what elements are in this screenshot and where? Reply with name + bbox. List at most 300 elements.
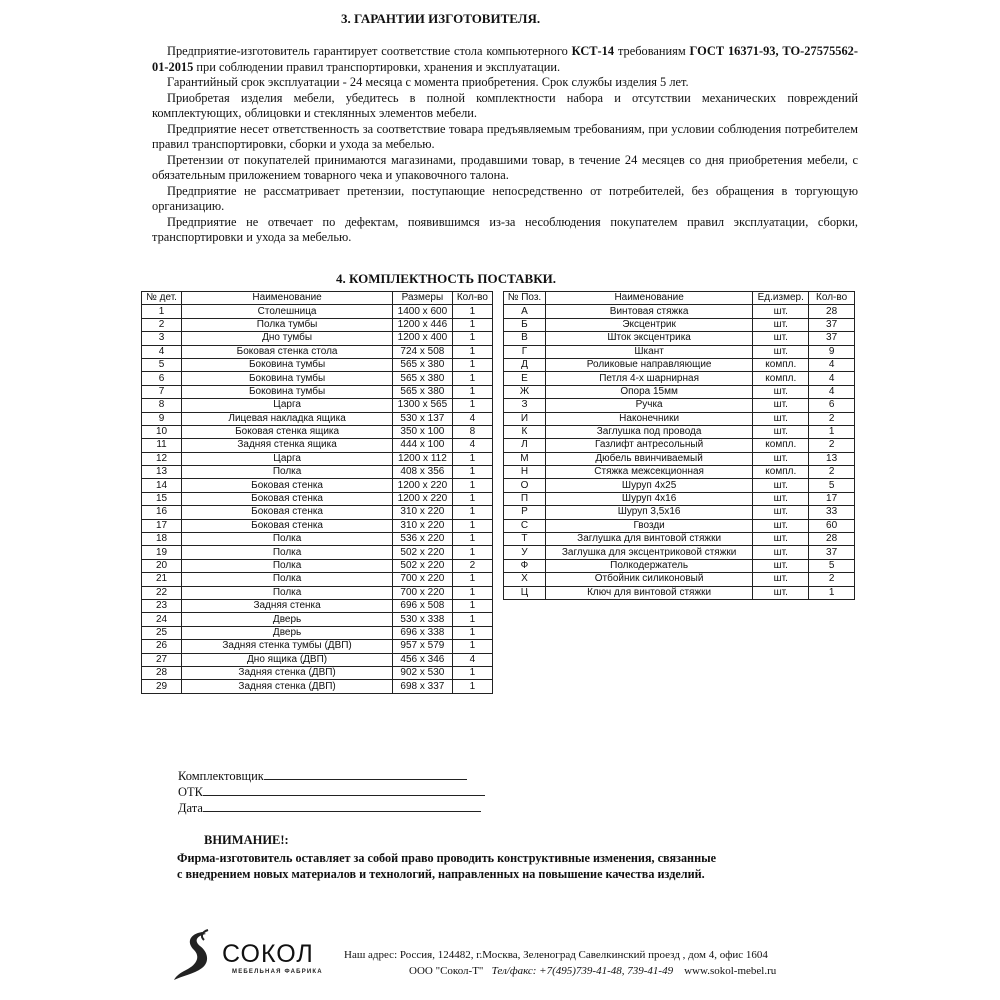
table-row bbox=[504, 546, 855, 559]
table-cell: 13 bbox=[142, 466, 182, 479]
table-row bbox=[504, 452, 855, 465]
table-cell: У bbox=[504, 546, 546, 559]
table-cell: Полка bbox=[182, 533, 393, 546]
table-cell: 1 bbox=[452, 318, 492, 331]
column-header: № дет. bbox=[142, 292, 182, 305]
table-row bbox=[142, 318, 493, 331]
table-row bbox=[142, 573, 493, 586]
table-cell: Царга bbox=[182, 452, 393, 465]
table-cell: шт. bbox=[753, 345, 809, 358]
table-cell: Заглушка под провода bbox=[545, 425, 752, 438]
table-cell: 408 х 356 bbox=[393, 466, 453, 479]
table-row bbox=[504, 439, 855, 452]
hardware-table bbox=[503, 291, 855, 600]
table-cell: Столешница bbox=[182, 305, 393, 318]
table-cell: 5 bbox=[809, 479, 855, 492]
table-cell: 502 х 220 bbox=[393, 559, 453, 572]
table-cell: Дверь bbox=[182, 613, 393, 626]
table-cell: Винтовая стяжка bbox=[545, 305, 752, 318]
table-cell: 1 bbox=[452, 546, 492, 559]
warranty-text bbox=[152, 44, 858, 246]
table-cell: Лицевая накладка ящика bbox=[182, 412, 393, 425]
table-cell: шт. bbox=[753, 559, 809, 572]
table-cell: 700 х 220 bbox=[393, 586, 453, 599]
table-cell: 957 х 579 bbox=[393, 640, 453, 653]
table-cell: Боковина тумбы bbox=[182, 372, 393, 385]
table-cell: шт. bbox=[753, 573, 809, 586]
table-row bbox=[504, 506, 855, 519]
table-cell: 1 bbox=[452, 666, 492, 679]
p1-text-b: требованиям bbox=[614, 44, 690, 58]
date-label: Дата bbox=[178, 801, 203, 815]
table-row bbox=[504, 372, 855, 385]
table-cell: Ц bbox=[504, 586, 546, 599]
table-row bbox=[142, 613, 493, 626]
table-cell: 1 bbox=[452, 466, 492, 479]
table-cell: Д bbox=[504, 358, 546, 371]
table-row bbox=[142, 519, 493, 532]
table-cell: 1200 х 446 bbox=[393, 318, 453, 331]
table-cell: 1 bbox=[452, 533, 492, 546]
table-cell: Ручка bbox=[545, 399, 752, 412]
warranty-paragraph-5: Претензии от покупателей принимаются магазинами, продавшими товар, в течение 24 месяцев со дня приобретения мебели, с обязательным приложением товарного чека и упаковочного талона. bbox=[152, 152, 858, 182]
warranty-paragraph-1 bbox=[152, 44, 858, 75]
table-cell: В bbox=[504, 332, 546, 345]
table-cell: 530 х 137 bbox=[393, 412, 453, 425]
table-cell: Полка bbox=[182, 466, 393, 479]
table-row bbox=[504, 492, 855, 505]
table-cell: Петля 4-х шарнирная bbox=[545, 372, 752, 385]
table-cell: шт. bbox=[753, 412, 809, 425]
table-cell: 8 bbox=[142, 399, 182, 412]
table-row bbox=[142, 425, 493, 438]
table-row bbox=[504, 533, 855, 546]
table-cell: 4 bbox=[452, 653, 492, 666]
table-cell: 565 х 380 bbox=[393, 358, 453, 371]
table-cell: Т bbox=[504, 533, 546, 546]
sokol-logo-mark-icon bbox=[172, 928, 224, 984]
signature-date bbox=[178, 800, 481, 816]
table-cell: 15 bbox=[142, 492, 182, 505]
table-cell: 1 bbox=[809, 586, 855, 599]
packer-label: Комплектовщик bbox=[178, 769, 264, 783]
table-row bbox=[504, 358, 855, 371]
table-cell: 696 х 508 bbox=[393, 599, 453, 612]
table-cell: О bbox=[504, 479, 546, 492]
table-cell: 902 х 530 bbox=[393, 666, 453, 679]
table-cell: шт. bbox=[753, 425, 809, 438]
section-4-title: 4. КОМПЛЕКТНОСТЬ ПОСТАВКИ. bbox=[336, 271, 556, 286]
table-cell: 565 х 380 bbox=[393, 372, 453, 385]
table-cell: 1 bbox=[452, 452, 492, 465]
table-cell: Ключ для винтовой стяжки bbox=[545, 586, 752, 599]
table-row bbox=[142, 412, 493, 425]
table-row bbox=[142, 399, 493, 412]
table-cell: 2 bbox=[142, 318, 182, 331]
table-cell: 6 bbox=[809, 399, 855, 412]
table-cell: Шуруп 4х16 bbox=[545, 492, 752, 505]
table-cell: Шток эксцентрика bbox=[545, 332, 752, 345]
table-row bbox=[142, 626, 493, 639]
table-row bbox=[504, 385, 855, 398]
table-cell: 456 х 346 bbox=[393, 653, 453, 666]
table-cell: шт. bbox=[753, 305, 809, 318]
table-cell: 1 bbox=[452, 332, 492, 345]
column-header: № Поз. bbox=[504, 292, 546, 305]
signature-otk bbox=[178, 784, 485, 800]
column-header: Наименование bbox=[545, 292, 752, 305]
table-cell: 28 bbox=[809, 533, 855, 546]
attention-title: ВНИМАНИЕ!: bbox=[204, 833, 289, 847]
model-name: КСТ-14 bbox=[571, 44, 615, 58]
table-cell: 536 х 220 bbox=[393, 533, 453, 546]
column-header: Ед.измер. bbox=[753, 292, 809, 305]
table-row bbox=[142, 492, 493, 505]
table-cell: 2 bbox=[452, 559, 492, 572]
table-cell: Наконечники bbox=[545, 412, 752, 425]
table-cell: 1200 х 400 bbox=[393, 332, 453, 345]
table-row bbox=[142, 586, 493, 599]
table-cell: 565 х 380 bbox=[393, 385, 453, 398]
table-cell: 37 bbox=[809, 546, 855, 559]
table-cell: 1 bbox=[452, 680, 492, 693]
table-cell: 1 bbox=[452, 506, 492, 519]
table-cell: шт. bbox=[753, 586, 809, 599]
table-header-row bbox=[142, 292, 493, 305]
table-cell: 9 bbox=[809, 345, 855, 358]
table-cell: Задняя стенка ящика bbox=[182, 439, 393, 452]
table-cell: Б bbox=[504, 318, 546, 331]
table-cell: 2 bbox=[809, 573, 855, 586]
table-cell: 21 bbox=[142, 573, 182, 586]
table-cell: Дверь bbox=[182, 626, 393, 639]
column-header: Размеры bbox=[393, 292, 453, 305]
table-row bbox=[504, 332, 855, 345]
sokol-logo-subtitle: МЕБЕЛЬНАЯ ФАБРИКА bbox=[232, 969, 323, 975]
table-cell: 310 х 220 bbox=[393, 519, 453, 532]
table-row bbox=[142, 680, 493, 693]
table-row bbox=[504, 318, 855, 331]
table-cell: Х bbox=[504, 573, 546, 586]
table-cell: 12 bbox=[142, 452, 182, 465]
gost-standard: ГОСТ 16371-93, ТО-27575562-01-2015 bbox=[152, 44, 858, 74]
table-cell: Боковая стенка bbox=[182, 479, 393, 492]
table-cell: Эксцентрик bbox=[545, 318, 752, 331]
table-cell: Боковая стенка bbox=[182, 492, 393, 505]
table-cell: 14 bbox=[142, 479, 182, 492]
table-cell: 1 bbox=[809, 425, 855, 438]
column-header: Кол-во bbox=[452, 292, 492, 305]
table-cell: 1 bbox=[452, 613, 492, 626]
table-cell: 1 bbox=[452, 640, 492, 653]
table-cell: З bbox=[504, 399, 546, 412]
table-row bbox=[142, 640, 493, 653]
table-cell: 4 bbox=[452, 439, 492, 452]
table-cell: Дюбель ввинчиваемый bbox=[545, 452, 752, 465]
table-cell: Боковая стенка bbox=[182, 519, 393, 532]
table-cell: компл. bbox=[753, 439, 809, 452]
table-cell: 3 bbox=[142, 332, 182, 345]
table-cell: Полка bbox=[182, 546, 393, 559]
table-cell: 2 bbox=[809, 439, 855, 452]
table-row bbox=[142, 332, 493, 345]
table-cell: 5 bbox=[809, 559, 855, 572]
table-cell: 29 bbox=[142, 680, 182, 693]
table-cell: 37 bbox=[809, 332, 855, 345]
table-cell: 530 х 338 bbox=[393, 613, 453, 626]
table-cell: 11 bbox=[142, 439, 182, 452]
table-cell: 350 х 100 bbox=[393, 425, 453, 438]
table-cell: Е bbox=[504, 372, 546, 385]
table-cell: 28 bbox=[142, 666, 182, 679]
table-cell: 310 х 220 bbox=[393, 506, 453, 519]
table-header-row bbox=[504, 292, 855, 305]
table-cell: 724 х 508 bbox=[393, 345, 453, 358]
otk-label: ОТК bbox=[178, 785, 203, 799]
table-cell: шт. bbox=[753, 492, 809, 505]
p1-text-c: при соблюдении правил транспортировки, хранения и эксплуатации. bbox=[193, 59, 561, 74]
table-cell: К bbox=[504, 425, 546, 438]
table-cell: 20 bbox=[142, 559, 182, 572]
warranty-paragraph-4: Предприятие несет ответственность за соответствие товара предъявляемым требованиям, при условии соблюдения потребителем правил транспортировки, сборки и ухода за мебелью. bbox=[152, 121, 858, 151]
table-cell: 1200 х 112 bbox=[393, 452, 453, 465]
table-cell: 1 bbox=[452, 305, 492, 318]
table-row bbox=[504, 305, 855, 318]
table-cell: А bbox=[504, 305, 546, 318]
table-cell: 1 bbox=[452, 573, 492, 586]
table-cell: 28 bbox=[809, 305, 855, 318]
table-cell: Опора 15мм bbox=[545, 385, 752, 398]
table-cell: Заглушка для эксцентриковой стяжки bbox=[545, 546, 752, 559]
table-row bbox=[504, 345, 855, 358]
table-cell: Задняя стенка (ДВП) bbox=[182, 680, 393, 693]
table-cell: шт. bbox=[753, 318, 809, 331]
table-cell: 1400 х 600 bbox=[393, 305, 453, 318]
table-cell: шт. bbox=[753, 506, 809, 519]
table-cell: компл. bbox=[753, 358, 809, 371]
table-cell: 1 bbox=[142, 305, 182, 318]
table-cell: 18 bbox=[142, 533, 182, 546]
parts-table-body bbox=[142, 292, 493, 694]
table-row bbox=[504, 399, 855, 412]
warranty-paragraph-3: Приобретая изделия мебели, убедитесь в полной комплектности набора и отсутствии механических повреждений комплектующих, облицовки и стеклянных элементов мебели. bbox=[152, 90, 858, 120]
table-cell: Ж bbox=[504, 385, 546, 398]
table-row bbox=[504, 466, 855, 479]
table-cell: 7 bbox=[142, 385, 182, 398]
date-line bbox=[203, 800, 481, 812]
table-cell: Дно тумбы bbox=[182, 332, 393, 345]
table-cell: 19 bbox=[142, 546, 182, 559]
table-cell: 9 bbox=[142, 412, 182, 425]
attention-line-1: Фирма-изготовитель оставляет за собой право проводить конструктивные изменения, связанные bbox=[177, 851, 717, 865]
table-row bbox=[142, 506, 493, 519]
table-cell: Гвозди bbox=[545, 519, 752, 532]
table-cell: Шкант bbox=[545, 345, 752, 358]
table-cell: 1 bbox=[452, 479, 492, 492]
table-cell: 1 bbox=[452, 358, 492, 371]
table-cell: 17 bbox=[809, 492, 855, 505]
table-cell: Полкодержатель bbox=[545, 559, 752, 572]
table-row bbox=[504, 425, 855, 438]
table-cell: шт. bbox=[753, 452, 809, 465]
table-row bbox=[142, 358, 493, 371]
warranty-paragraph-2: Гарантийный срок эксплуатации - 24 месяца с момента приобретения. Срок службы изделия 5 лет. bbox=[167, 75, 689, 89]
table-row bbox=[142, 305, 493, 318]
table-cell: Царга bbox=[182, 399, 393, 412]
table-cell: Дно ящика (ДВП) bbox=[182, 653, 393, 666]
table-row bbox=[142, 546, 493, 559]
table-cell: 1200 х 220 bbox=[393, 479, 453, 492]
table-cell: 8 bbox=[452, 425, 492, 438]
table-cell: 25 bbox=[142, 626, 182, 639]
table-cell: Полка bbox=[182, 573, 393, 586]
p1-text-a: Предприятие-изготовитель гарантирует соответствие стола компьютерного bbox=[167, 44, 572, 58]
table-cell: Роликовые направляющие bbox=[545, 358, 752, 371]
table-row bbox=[142, 653, 493, 666]
table-cell: 4 bbox=[452, 412, 492, 425]
table-cell: 696 х 338 bbox=[393, 626, 453, 639]
table-row bbox=[142, 666, 493, 679]
table-cell: 16 bbox=[142, 506, 182, 519]
footer-address: Наш адрес: Россия, 124482, г.Москва, Зеленоград Савелкинский проезд , дом 4, офис 1604 bbox=[344, 949, 768, 961]
table-cell: Газлифт антресольный bbox=[545, 439, 752, 452]
hardware-table-body bbox=[504, 292, 855, 600]
footer-phone: Тел/факс: +7(495)739-41-48, 739-41-49 bbox=[491, 965, 674, 977]
table-cell: 502 х 220 bbox=[393, 546, 453, 559]
table-cell: Стяжка межсекционная bbox=[545, 466, 752, 479]
table-cell: 4 bbox=[809, 372, 855, 385]
table-row bbox=[142, 452, 493, 465]
table-cell: 5 bbox=[142, 358, 182, 371]
table-row bbox=[142, 479, 493, 492]
table-row bbox=[504, 573, 855, 586]
table-cell: 1200 х 220 bbox=[393, 492, 453, 505]
table-cell: 2 bbox=[809, 466, 855, 479]
table-cell: Г bbox=[504, 345, 546, 358]
table-cell: 13 bbox=[809, 452, 855, 465]
table-cell: шт. bbox=[753, 546, 809, 559]
table-cell: 22 bbox=[142, 586, 182, 599]
table-cell: 1 bbox=[452, 626, 492, 639]
table-row bbox=[504, 519, 855, 532]
table-row bbox=[142, 599, 493, 612]
footer-website: www.sokol-mebel.ru bbox=[684, 965, 777, 977]
table-cell: 698 х 337 bbox=[393, 680, 453, 693]
table-cell: 23 bbox=[142, 599, 182, 612]
table-cell: шт. bbox=[753, 479, 809, 492]
table-cell: Боковина тумбы bbox=[182, 358, 393, 371]
table-cell: шт. bbox=[753, 385, 809, 398]
footer-company: ООО "Сокол-Т" bbox=[409, 965, 484, 977]
table-cell: компл. bbox=[753, 372, 809, 385]
table-cell: 10 bbox=[142, 425, 182, 438]
table-cell: 1 bbox=[452, 399, 492, 412]
table-cell: 4 bbox=[142, 345, 182, 358]
table-row bbox=[142, 559, 493, 572]
signature-packer bbox=[178, 768, 467, 784]
table-cell: Заглушка для винтовой стяжки bbox=[545, 533, 752, 546]
table-cell: Полка bbox=[182, 586, 393, 599]
table-cell: 1300 х 565 bbox=[393, 399, 453, 412]
table-cell: Задняя стенка (ДВП) bbox=[182, 666, 393, 679]
table-cell: 700 х 220 bbox=[393, 573, 453, 586]
table-row bbox=[504, 412, 855, 425]
table-cell: П bbox=[504, 492, 546, 505]
table-row bbox=[142, 385, 493, 398]
table-row bbox=[504, 559, 855, 572]
table-cell: 1 bbox=[452, 345, 492, 358]
footer-contacts bbox=[409, 964, 776, 978]
column-header: Наименование bbox=[182, 292, 393, 305]
table-cell: шт. bbox=[753, 519, 809, 532]
section-3-title: 3. ГАРАНТИИ ИЗГОТОВИТЕЛЯ. bbox=[341, 11, 541, 26]
table-row bbox=[142, 345, 493, 358]
table-cell: Боковая стенка ящика bbox=[182, 425, 393, 438]
warranty-paragraph-6: Предприятие не рассматривает претензии, поступающие непосредственно от потребителей, без обращения в торгующую организацию. bbox=[152, 183, 858, 213]
table-cell: Отбойник силиконовый bbox=[545, 573, 752, 586]
parts-table bbox=[141, 291, 493, 694]
table-cell: Шуруп 3,5х16 bbox=[545, 506, 752, 519]
table-cell: 60 bbox=[809, 519, 855, 532]
table-cell: Ф bbox=[504, 559, 546, 572]
table-row bbox=[142, 533, 493, 546]
table-cell: 2 bbox=[809, 412, 855, 425]
table-cell: И bbox=[504, 412, 546, 425]
table-cell: Л bbox=[504, 439, 546, 452]
table-cell: 1 bbox=[452, 372, 492, 385]
table-cell: 444 х 100 bbox=[393, 439, 453, 452]
table-cell: 33 bbox=[809, 506, 855, 519]
table-row bbox=[504, 586, 855, 599]
table-cell: шт. bbox=[753, 332, 809, 345]
table-cell: 1 bbox=[452, 385, 492, 398]
column-header: Кол-во bbox=[809, 292, 855, 305]
table-cell: 24 bbox=[142, 613, 182, 626]
table-cell: Задняя стенка bbox=[182, 599, 393, 612]
table-row bbox=[142, 372, 493, 385]
table-row bbox=[142, 466, 493, 479]
table-cell: Боковая стенка стола bbox=[182, 345, 393, 358]
table-cell: Шуруп 4х25 bbox=[545, 479, 752, 492]
table-cell: шт. bbox=[753, 533, 809, 546]
table-cell: 1 bbox=[452, 586, 492, 599]
packer-line bbox=[264, 768, 467, 780]
table-cell: 4 bbox=[809, 358, 855, 371]
table-row bbox=[142, 439, 493, 452]
table-cell: Боковина тумбы bbox=[182, 385, 393, 398]
table-cell: 1 bbox=[452, 492, 492, 505]
table-cell: Боковая стенка bbox=[182, 506, 393, 519]
table-cell: компл. bbox=[753, 466, 809, 479]
warranty-paragraph-7: Предприятие не отвечает по дефектам, появившимся из-за несоблюдения покупателем правил эксплуатации, сборки, транспортировки и ухода за мебелью. bbox=[152, 214, 858, 244]
table-cell: шт. bbox=[753, 399, 809, 412]
table-cell: 37 bbox=[809, 318, 855, 331]
table-cell: Полка bbox=[182, 559, 393, 572]
otk-line bbox=[203, 784, 485, 796]
table-cell: 17 bbox=[142, 519, 182, 532]
table-cell: 6 bbox=[142, 372, 182, 385]
table-cell: 1 bbox=[452, 599, 492, 612]
table-cell: 27 bbox=[142, 653, 182, 666]
table-cell: 4 bbox=[809, 385, 855, 398]
table-cell: М bbox=[504, 452, 546, 465]
table-cell: Н bbox=[504, 466, 546, 479]
attention-line-2: с внедрением новых материалов и технологий, направленных на повышение качества изделий. bbox=[177, 867, 705, 881]
table-cell: Полка тумбы bbox=[182, 318, 393, 331]
sokol-logo-text: СОКОЛ bbox=[222, 940, 314, 968]
table-cell: Задняя стенка тумбы (ДВП) bbox=[182, 640, 393, 653]
table-cell: 26 bbox=[142, 640, 182, 653]
